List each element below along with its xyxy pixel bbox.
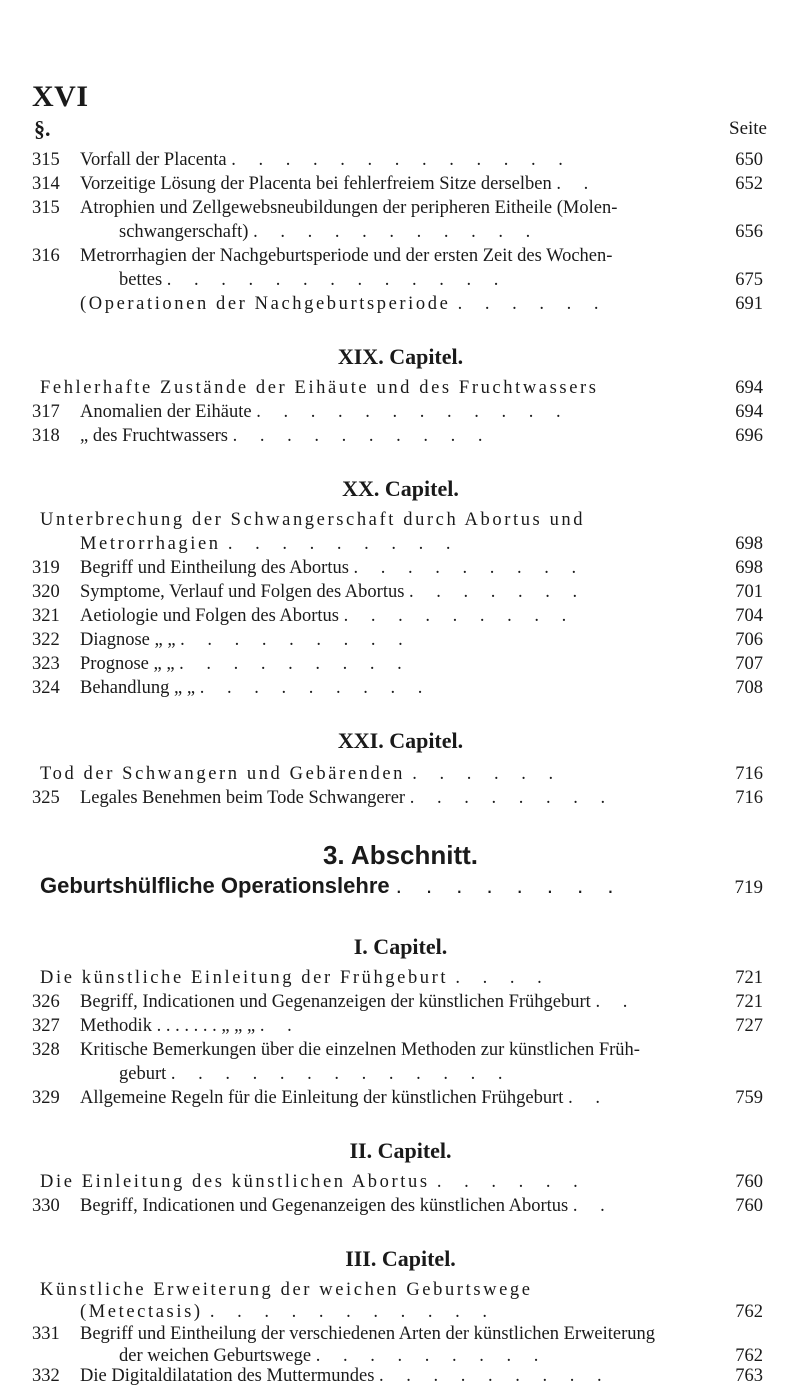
leader-dots: . . . . . . . [409, 582, 587, 602]
entry-title [80, 580, 586, 604]
entry-text: Symptome, Verlauf und Folgen des Abortus [80, 582, 405, 602]
entry-page: 694 [735, 378, 763, 398]
toc-entry [0, 172, 801, 196]
leader-dots: . . . . . . . . . . [232, 426, 492, 446]
leader-dots: . . . . . . . . . . . . . [170, 1064, 512, 1084]
entry-page: 698 [735, 558, 763, 578]
leader-dots: . . . . . . . . . . . [253, 222, 540, 242]
toc-entry [0, 400, 801, 424]
entry-page: 716 [735, 788, 763, 808]
entry-text: der weichen Geburtswege [119, 1346, 312, 1366]
leader-dots: . . . . [455, 968, 551, 988]
entry-number: 317 [32, 402, 60, 422]
entry-text: bettes [119, 270, 163, 290]
toc-entry [0, 762, 801, 786]
entry-page: 706 [735, 630, 763, 650]
entry-title [80, 1038, 640, 1062]
entry-text: Kritische Bemerkungen über die einzelnen Methoden zur künstlichen Früh- [80, 1040, 640, 1060]
entry-text: „ des Fruchtwassers [80, 426, 228, 446]
toc-entry [0, 1194, 801, 1218]
entry-number: 326 [32, 992, 60, 1012]
entry-title [119, 1062, 512, 1086]
leader-dots: . . [556, 174, 598, 194]
entry-title [80, 1014, 301, 1038]
entry-title [80, 1194, 614, 1218]
toc-entry [0, 196, 801, 220]
entry-text: Begriff, Indicationen und Gegenanzeigen des künstlichen Abortus [80, 1196, 569, 1216]
entry-title [80, 628, 412, 652]
section-heading-text: Unterbrechung der Schwangerschaft durch Abortus und [40, 510, 586, 530]
entry-title [80, 676, 431, 700]
entry-text: Die Einleitung des künstlichen Abortus [40, 1172, 430, 1192]
entry-text: Aetiologie und Folgen des Abortus [80, 606, 339, 626]
entry-title [80, 1086, 609, 1110]
entry-text: Metrorrhagien der Nachgeburtsperiode und der ersten Zeit des Wochen- [80, 246, 613, 266]
entry-title [119, 268, 507, 292]
entry-number: 330 [32, 1196, 60, 1216]
entry-number: 315 [32, 198, 60, 218]
toc-entry [0, 376, 801, 400]
entry-page: 650 [735, 150, 763, 170]
entry-title [80, 990, 636, 1014]
entry-title [119, 220, 539, 244]
entry-number: 316 [32, 246, 60, 266]
toc-entry [0, 676, 801, 700]
entry-text: Begriff und Eintheilung der verschiedenen Arten der künstlichen Erweiterung [80, 1324, 656, 1344]
toc-entry [0, 1062, 801, 1086]
entry-number: 332 [32, 1366, 60, 1386]
entry-text: geburt [119, 1064, 167, 1084]
toc-entry [0, 268, 801, 292]
toc-entry [0, 628, 801, 652]
entry-number: 321 [32, 606, 60, 626]
leader-dots: . . . . . . . . . [353, 558, 586, 578]
toc-entry [0, 1038, 801, 1062]
toc-entry [0, 1364, 801, 1388]
entry-page: 707 [735, 654, 763, 674]
chapter-title: I. Capitel. [353, 934, 448, 959]
leader-dots: . . . . . . [436, 1172, 587, 1192]
section-heading-text: Künstliche Erweiterung der weichen Geburtswege [40, 1280, 533, 1300]
entry-text: Metrorrhagien [80, 534, 221, 554]
leader-dots: . . [259, 1016, 301, 1036]
leader-dots: . . . . . . . . [395, 873, 623, 898]
entry-title [80, 532, 460, 556]
entry-text: Anomalien der Eihäute [80, 402, 252, 422]
entry-number: 318 [32, 426, 60, 446]
entry-text: Die Digitaldilatation des Muttermundes [80, 1366, 375, 1386]
entry-title [80, 786, 614, 810]
chapter-title: II. Capitel. [349, 1138, 452, 1163]
entry-title [40, 966, 551, 990]
entry-number: 319 [32, 558, 60, 578]
entry-title [80, 244, 612, 268]
toc-entry [0, 424, 801, 448]
entry-page: 698 [735, 534, 763, 554]
entry-number: 323 [32, 654, 60, 674]
leader-dots: . . . . . . [457, 294, 608, 314]
entry-page: 691 [735, 294, 763, 314]
entry-title [80, 424, 491, 448]
entry-page: 694 [735, 402, 763, 422]
section-subtitle [40, 874, 622, 898]
entry-text: Methodik . . . . . . . „ „ „ [80, 1016, 256, 1036]
entry-page: 762 [735, 1346, 763, 1366]
leader-dots: . . . . . . . . . . . . [256, 402, 570, 422]
entry-title [80, 196, 617, 220]
toc-entry [0, 148, 801, 172]
toc-entry [0, 580, 801, 604]
entry-page: 704 [735, 606, 763, 626]
leader-dots: . . . . . . . . . . . [209, 1302, 496, 1322]
entry-number: 322 [32, 630, 60, 650]
entry-number: 314 [32, 174, 60, 194]
section-heading [0, 1278, 801, 1302]
entry-title [80, 148, 572, 172]
entry-title [80, 556, 585, 580]
toc-entry [0, 532, 801, 556]
entry-title [80, 652, 411, 676]
entry-text: Vorzeitige Lösung der Placenta bei fehlerfreiem Sitze derselben [80, 174, 552, 194]
leader-dots: . . . . . . . . . [343, 606, 576, 626]
entry-page: 721 [735, 992, 763, 1012]
toc-entry [0, 1086, 801, 1110]
entry-text: Die künstliche Einleitung der Frühgeburt [40, 968, 449, 988]
leader-dots: . . . . . . . . . . . . . [231, 150, 572, 170]
entry-text: Behandlung „ „ [80, 678, 196, 698]
leader-dots: . . . . . . . . . [199, 678, 432, 698]
section-title: 3. Abschnitt. [322, 840, 479, 870]
entry-text: Prognose „ „ [80, 654, 175, 674]
toc-entry [0, 292, 801, 316]
entry-text: Vorfall der Placenta [80, 150, 227, 170]
leader-dots: . . . . . . . . . [179, 654, 411, 674]
leader-dots: . . . . . . . . . [315, 1346, 548, 1366]
entry-number: 329 [32, 1088, 60, 1108]
leader-dots: . . . . . . . . [409, 788, 615, 808]
chapter-title: XIX. Capitel. [337, 344, 464, 369]
page-column-header: Seite [729, 118, 767, 139]
toc-entry [0, 786, 801, 810]
toc-entry [0, 990, 801, 1014]
paragraph-column-header: §. [34, 116, 51, 141]
entry-page: 696 [735, 426, 763, 446]
entry-page: 652 [735, 174, 763, 194]
entry-title [40, 762, 562, 786]
entry-title [80, 1300, 496, 1324]
section-subtitle-row [0, 874, 801, 904]
entry-page: 708 [735, 678, 763, 698]
entry-title [40, 376, 599, 400]
entry-page: 763 [735, 1366, 763, 1386]
entry-page: 760 [735, 1172, 763, 1192]
entry-title [80, 604, 575, 628]
section-page: 719 [734, 877, 763, 898]
chapter-title: XXI. Capitel. [337, 728, 464, 753]
leader-dots: . . . . . . . . . . . . . [166, 270, 508, 290]
leader-dots: . . . . . . [412, 764, 563, 784]
entry-number: 331 [32, 1324, 60, 1344]
toc-entry [0, 604, 801, 628]
entry-number: 328 [32, 1040, 60, 1060]
chapter-title: III. Capitel. [345, 1246, 456, 1271]
entry-page: 759 [735, 1088, 763, 1108]
toc-entry [0, 1322, 801, 1346]
entry-title [40, 1170, 587, 1194]
entry-number: 324 [32, 678, 60, 698]
entry-page: 727 [735, 1016, 763, 1036]
entry-text: (Operationen der Nachgeburtsperiode [80, 294, 451, 314]
entry-text: Atrophien und Zellgewebsneubildungen der peripheren Eitheile (Molen- [80, 198, 618, 218]
entry-text: Tod der Schwangern und Gebärenden [40, 764, 405, 784]
entry-page: 675 [735, 270, 763, 290]
entry-page: 701 [735, 582, 763, 602]
toc-entry [0, 220, 801, 244]
entry-title [80, 1322, 655, 1346]
toc-entry [0, 1170, 801, 1194]
toc-entry [0, 1300, 801, 1324]
entry-text: Legales Benehmen beim Tode Schwangerer [80, 788, 406, 808]
chapter-title: XX. Capitel. [342, 476, 459, 501]
entry-text: Begriff, Indicationen und Gegenanzeigen der künstlichen Frühgeburt [80, 992, 591, 1012]
section-subtitle-text: Geburtshülfliche Operationslehre [40, 873, 390, 898]
page-number-roman: XVI [32, 80, 89, 113]
entry-title [80, 400, 570, 424]
entry-page: 656 [735, 222, 763, 242]
entry-page: 721 [735, 968, 763, 988]
toc-entry [0, 556, 801, 580]
entry-page: 762 [735, 1302, 763, 1322]
toc-entry [0, 244, 801, 268]
entry-number: 327 [32, 1016, 60, 1036]
leader-dots: . . . . . . . . . [180, 630, 412, 650]
leader-dots: . . [595, 992, 637, 1012]
leader-dots: . . [568, 1088, 609, 1108]
section-heading [0, 508, 801, 532]
leader-dots: . . . . . . . . . [227, 534, 460, 554]
entry-title [80, 1364, 611, 1388]
entry-number: 325 [32, 788, 60, 808]
entry-text: Begriff und Eintheilung des Abortus [80, 558, 349, 578]
entry-text: Diagnose „ „ [80, 630, 176, 650]
entry-title [80, 292, 608, 316]
entry-number: 315 [32, 150, 60, 170]
toc-entry [0, 966, 801, 990]
entry-text: Fehlerhafte Zustände der Eihäute und des Fruchtwassers [40, 378, 599, 398]
toc-entry [0, 1014, 801, 1038]
toc-entry [0, 652, 801, 676]
entry-number: 320 [32, 582, 60, 602]
entry-title [80, 172, 597, 196]
entry-page: 716 [735, 764, 763, 784]
entry-page: 760 [735, 1196, 763, 1216]
entry-text: (Metectasis) [80, 1302, 203, 1322]
entry-text: Allgemeine Regeln für die Einleitung der künstlichen Frühgeburt [80, 1088, 564, 1108]
leader-dots: . . [572, 1196, 614, 1216]
entry-text: schwangerschaft) [119, 222, 249, 242]
leader-dots: . . . . . . . . . [379, 1366, 611, 1386]
